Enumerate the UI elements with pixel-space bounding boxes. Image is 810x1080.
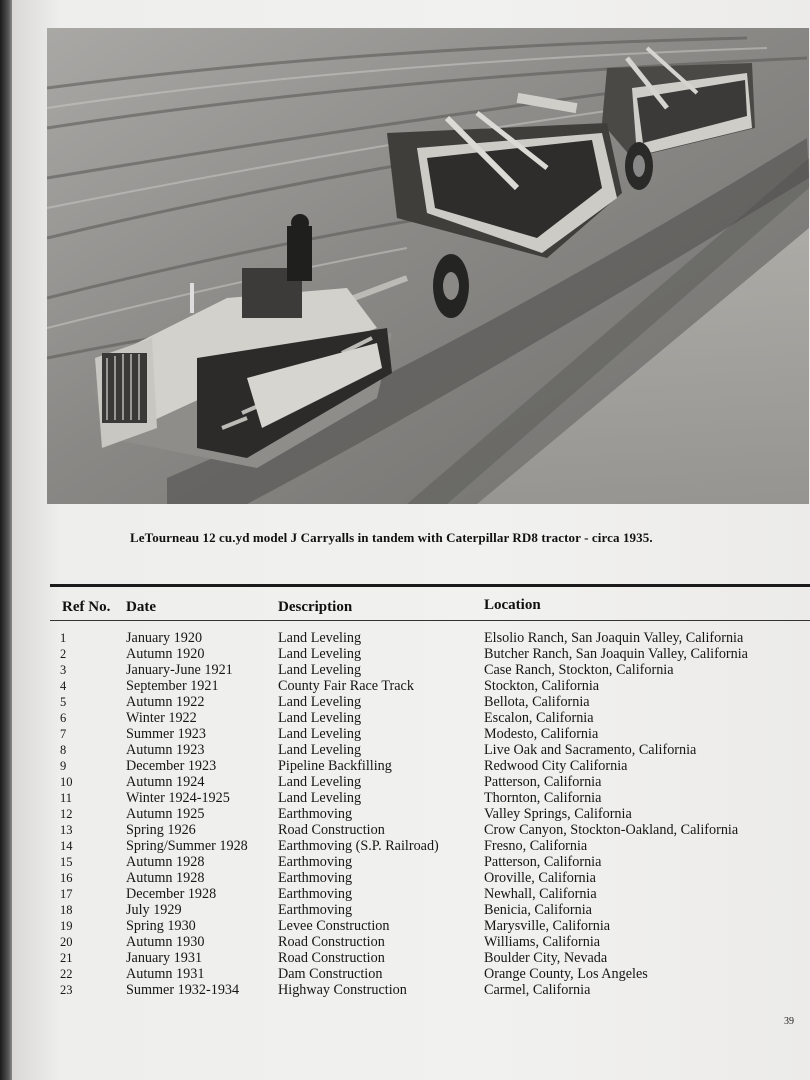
ref-number: 19	[60, 919, 73, 933]
date-cell: Spring 1930	[126, 918, 196, 934]
table-row	[12, 790, 810, 806]
location-cell: Newhall, California	[484, 886, 597, 902]
table-row	[12, 950, 810, 966]
date-cell: December 1923	[126, 758, 217, 774]
description-cell: Land Leveling	[278, 646, 362, 662]
ref-number: 5	[60, 695, 67, 709]
description-cell: Earthmoving (S.P. Railroad)	[278, 838, 439, 854]
date-cell: Autumn 1922	[126, 694, 205, 710]
description-cell: Dam Construction	[278, 966, 383, 982]
table-row	[12, 870, 810, 886]
table-row	[12, 966, 810, 982]
location-cell: Modesto, California	[484, 726, 599, 742]
date-cell: December 1928	[126, 886, 217, 902]
date-cell: January 1920	[126, 630, 203, 646]
date-cell: Summer 1932-1934	[126, 982, 240, 998]
table-row	[12, 918, 810, 934]
ref-number: 6	[60, 711, 67, 725]
description-cell: Land Leveling	[278, 662, 362, 678]
ref-number: 4	[60, 679, 67, 693]
location-cell: Crow Canyon, Stockton-Oakland, California	[484, 822, 739, 838]
ref-number: 12	[60, 807, 73, 821]
description-cell: Earthmoving	[278, 870, 353, 886]
location-cell: Orange County, Los Angeles	[484, 966, 648, 982]
location-cell: Fresno, California	[484, 838, 588, 854]
date-cell: Autumn 1928	[126, 870, 205, 886]
location-cell: Elsolio Ranch, San Joaquin Valley, California	[484, 630, 744, 646]
location-cell: Oroville, California	[484, 870, 596, 886]
tractor-photo	[47, 28, 809, 504]
table-row	[12, 630, 810, 646]
description-cell: Earthmoving	[278, 806, 353, 822]
date-cell: July 1929	[126, 902, 182, 918]
date-cell: Autumn 1931	[126, 966, 205, 982]
date-cell: January 1931	[126, 950, 203, 966]
date-cell: Autumn 1920	[126, 646, 205, 662]
description-cell: Earthmoving	[278, 902, 353, 918]
location-cell: Butcher Ranch, San Joaquin Valley, California	[484, 646, 748, 662]
description-cell: Land Leveling	[278, 742, 362, 758]
date-cell: Winter 1924-1925	[126, 790, 230, 806]
location-cell: Williams, California	[484, 934, 601, 950]
table-row	[12, 902, 810, 918]
date-cell: Summer 1923	[126, 726, 206, 742]
ref-number: 9	[60, 759, 67, 773]
table-row	[12, 982, 810, 998]
projects-table	[12, 630, 810, 998]
description-cell: Highway Construction	[278, 982, 407, 998]
header-description: Description	[278, 599, 353, 615]
ref-number: 22	[60, 967, 73, 981]
table-row	[12, 934, 810, 950]
date-cell: Autumn 1925	[126, 806, 205, 822]
location-cell: Benicia, California	[484, 902, 592, 918]
table-row	[12, 886, 810, 902]
description-cell: Land Leveling	[278, 726, 362, 742]
description-cell: Road Construction	[278, 934, 385, 950]
table-row	[12, 742, 810, 758]
ref-number: 8	[60, 743, 67, 757]
description-cell: Road Construction	[278, 950, 385, 966]
photo-illustration	[47, 28, 809, 504]
location-cell: Case Ranch, Stockton, California	[484, 662, 674, 678]
ref-number: 23	[60, 983, 73, 997]
ref-number: 16	[60, 871, 73, 885]
header-location: Location	[484, 597, 541, 613]
description-cell: Land Leveling	[278, 710, 362, 726]
ref-number: 1	[60, 631, 67, 645]
ref-number: 21	[60, 951, 73, 965]
table-row	[12, 662, 810, 678]
ref-number: 7	[60, 727, 67, 741]
ref-number: 15	[60, 855, 73, 869]
description-cell: Pipeline Backfilling	[278, 758, 392, 774]
location-cell: Escalon, California	[484, 710, 594, 726]
page-number: 39	[784, 1016, 794, 1027]
table-row	[12, 822, 810, 838]
header-date: Date	[126, 599, 156, 615]
ref-number: 13	[60, 823, 73, 837]
location-cell: Live Oak and Sacramento, California	[484, 742, 697, 758]
table-row	[12, 726, 810, 742]
ref-number: 3	[60, 663, 67, 677]
ref-number: 2	[60, 647, 67, 661]
date-cell: Autumn 1928	[126, 854, 205, 870]
ref-number: 20	[60, 935, 73, 949]
table-row	[12, 646, 810, 662]
table-top-rule	[50, 584, 810, 587]
table-row	[12, 806, 810, 822]
table-row	[12, 854, 810, 870]
location-cell: Thornton, California	[484, 790, 602, 806]
location-cell: Patterson, California	[484, 854, 602, 870]
location-cell: Stockton, California	[484, 678, 600, 694]
table-header-rule	[50, 620, 810, 621]
table-row	[12, 694, 810, 710]
description-cell: Road Construction	[278, 822, 385, 838]
date-cell: January-June 1921	[126, 662, 233, 678]
date-cell: September 1921	[126, 678, 219, 694]
date-cell: Spring 1926	[126, 822, 196, 838]
table-row	[12, 758, 810, 774]
date-cell: Spring/Summer 1928	[126, 838, 248, 854]
date-cell: Autumn 1930	[126, 934, 205, 950]
table-row	[12, 678, 810, 694]
table-row	[12, 774, 810, 790]
table-row	[12, 710, 810, 726]
description-cell: Land Leveling	[278, 774, 362, 790]
table-row	[12, 838, 810, 854]
ref-number: 14	[60, 839, 73, 853]
location-cell: Valley Springs, California	[484, 806, 632, 822]
ref-number: 18	[60, 903, 73, 917]
photo-caption: LeTourneau 12 cu.yd model J Carryalls in tandem with Caterpillar RD8 tractor - circa 1935.	[130, 530, 653, 545]
description-cell: Levee Construction	[278, 918, 390, 934]
ref-number: 10	[60, 775, 73, 789]
ref-number: 17	[60, 887, 73, 901]
description-cell: Land Leveling	[278, 790, 362, 806]
book-binding	[0, 0, 12, 1080]
location-cell: Marysville, California	[484, 918, 611, 934]
description-cell: Earthmoving	[278, 854, 353, 870]
description-cell: Land Leveling	[278, 694, 362, 710]
ref-number: 11	[60, 791, 73, 805]
location-cell: Carmel, California	[484, 982, 591, 998]
book-page	[12, 0, 810, 1080]
header-ref-no: Ref No.	[62, 599, 111, 615]
description-cell: County Fair Race Track	[278, 678, 414, 694]
location-cell: Boulder City, Nevada	[484, 950, 608, 966]
location-cell: Redwood City California	[484, 758, 628, 774]
description-cell: Earthmoving	[278, 886, 353, 902]
description-cell: Land Leveling	[278, 630, 362, 646]
date-cell: Winter 1922	[126, 710, 197, 726]
date-cell: Autumn 1924	[126, 774, 205, 790]
date-cell: Autumn 1923	[126, 742, 205, 758]
location-cell: Bellota, California	[484, 694, 590, 710]
location-cell: Patterson, California	[484, 774, 602, 790]
